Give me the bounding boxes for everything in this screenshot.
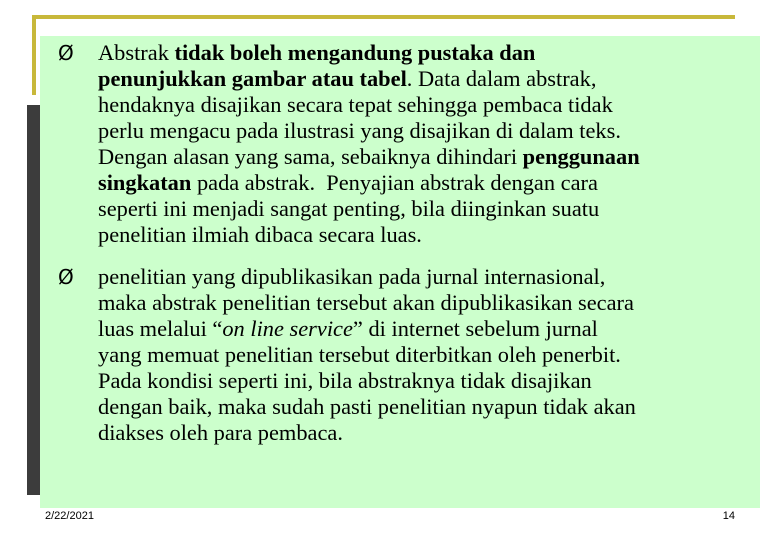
bullet-2-line-7: diakses oleh para pembaca. (98, 420, 343, 445)
bullet-2-line-5: Pada kondisi seperti ini, bila abstraknya tidak disajikan (98, 368, 592, 393)
bullet-1-line-6: singkatan pada abstrak. Penyajian abstrak dengan cara (98, 170, 598, 195)
footer-page-number: 14 (722, 510, 735, 522)
bullet-1-line-7: seperti ini menjadi sangat penting, bila diinginkan suatu (98, 196, 600, 221)
bullet-2-line-6: dengan baik, maka sudah pasti penelitian nyapun tidak akan (98, 394, 636, 419)
bullet-2-line-2: maka abstrak penelitian tersebut akan dipublikasikan secara (98, 290, 634, 315)
bullet-2-line-1: penelitian yang dipublikasikan pada jurnal internasional, (98, 264, 606, 289)
left-accent-line-top (32, 15, 36, 95)
bullet-2-text (98, 264, 758, 446)
arrow-bullet-icon: Ø (58, 41, 74, 65)
bullet-1-line-3: hendaknya disajikan secara tepat sehingga pembaca tidak (98, 92, 613, 117)
bullet-1-line-4: perlu mengacu pada ilustrasi yang disajikan di dalam teks. (98, 118, 621, 143)
bullet-1-line-8: penelitian ilmiah dibaca secara luas. (98, 222, 422, 247)
bullet-2-line-4: yang memuat penelitian tersebut diterbitkan oleh penerbit. (98, 342, 621, 367)
arrow-bullet-icon: Ø (58, 265, 74, 289)
bullet-2-line-3: luas melalui “on line service” di internet sebelum jurnal (98, 316, 598, 341)
bullet-1-line-5: Dengan alasan yang sama, sebaiknya dihindari penggunaan (98, 144, 640, 169)
footer-date: 2/22/2021 (45, 510, 94, 522)
bullet-1-text (98, 40, 758, 248)
bullet-1-line-2: penunjukkan gambar atau tabel. Data dalam abstrak, (98, 66, 597, 91)
top-accent-line (32, 15, 735, 19)
left-dark-bar (27, 105, 40, 495)
bullet-1-line-1: Abstrak tidak boleh mengandung pustaka dan (98, 40, 536, 65)
